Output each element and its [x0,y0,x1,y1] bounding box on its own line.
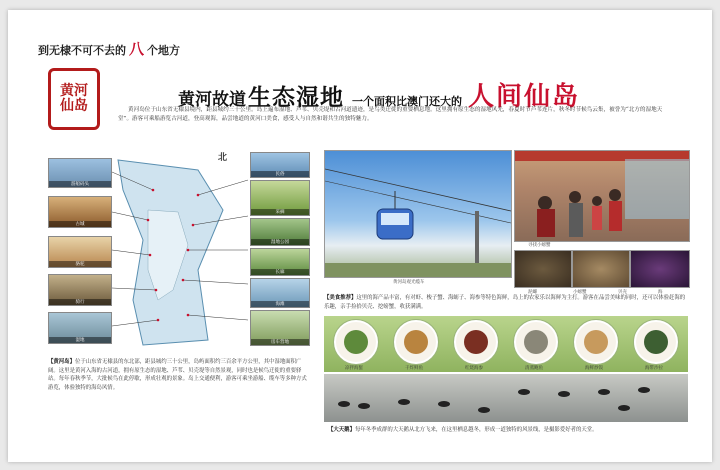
swan-photo [324,374,688,422]
eyebrow-suffix: 个地方 [147,44,181,57]
dish-2 [394,320,438,364]
logo-line-2: 仙岛 [60,98,88,114]
map-thumb-11 [250,310,310,346]
right-photo-2 [572,250,630,288]
dish-4 [514,320,558,364]
swan-description [328,426,684,435]
map-thumb-label: 长廊 [251,269,309,275]
map-thumb-6 [250,152,310,178]
map-thumb-7 [250,180,310,216]
beach-people-caption: 寻找小螃蟹 [528,243,551,248]
food-desc-tag: 【美食推荐】 [324,295,357,301]
swan-desc-tag: 【大天鹅】 [328,427,355,433]
cable-car-photo [324,150,512,278]
eyebrow-prefix: 到无棣不可不去的 [38,44,126,57]
map-thumb-9 [250,248,310,276]
map-thumb-4 [48,274,112,306]
island-map-area [48,150,311,350]
north-mark: 北 [218,153,228,163]
food-desc-text: 这里的海产品丰富，有对虾、梭子蟹、海蛎子、海参等特色海鲜，岛上的农家乐以海鲜为主打。游客在品尝美味的同时，还可以体验赶海的乐趣，亲手捡拾贝壳、挖螃蟹，收获满满。 [324,295,686,310]
dish-label-1: 凉拌海蜇 [345,366,363,371]
map-thumb-label: 湿地 [49,337,111,343]
right-photo-caption-2: 小螃蟹 [573,290,587,295]
headline-part-1: 黄河故道 [178,90,246,110]
swan-svg [324,374,688,422]
map-thumb-label: 湿地公园 [251,239,309,245]
dish-label-2: 干炸鲜鱼 [405,366,423,371]
headline-part-3: 一个面积比澳门还大的 [352,95,462,108]
cable-car-caption: 黄河岛观光缆车 [393,280,425,285]
right-photo-3 [630,250,690,288]
map-thumb-3 [48,236,112,268]
beach-people-photo [514,150,690,242]
map-thumb-label: 民俗 [251,171,309,177]
magazine-page [8,10,712,462]
dish-label-5: 海鲜炒饭 [585,366,603,371]
dish-3 [454,320,498,364]
map-thumb-label: 游船码头 [49,181,111,187]
map-thumb-8 [250,218,310,246]
dish-5 [574,320,618,364]
eyebrow-title [38,38,180,59]
right-photo-1 [514,250,572,288]
dish-food [464,330,488,354]
map-thumb-label: 古城 [49,221,111,227]
right-photo-caption-1: 泥螺 [528,290,537,295]
dish-6 [634,320,678,364]
swan-desc-text: 每年冬季成群的大天鹅从北方飞来，在这里栖息越冬，形成一道独特的风景线，是摄影爱好者的天堂。 [354,427,598,433]
intro-paragraph: 黄河岛位于山东省无棣县境内，距县城约三十公里。岛上遍布湿地、芦苇、贝壳堤和古河道遗迹，是鸟类迁徙的重要栖息地。这里拥有原生态的湿地风光，春夏时节芦苇连片，秋冬时节候鸟云集，被誉为“北方的湿地天堂”。游客可乘船游览古河道，登高观海，品尝地道的黄河口美食，感受人与自然和谐共生的独特魅力。 [118,107,663,122]
seal-logo [48,68,100,130]
logo-line-1: 黄河 [60,83,88,100]
island-desc-tag: 【黄河岛】 [48,359,75,365]
dish-food [404,330,428,354]
dish-label-4: 清蒸鲍鱼 [525,366,543,371]
right-photo-caption-4: 海 [658,290,663,295]
cable-car-svg [325,151,511,277]
headline-part-2: 生态湿地 [248,84,344,111]
map-thumb-label: 骑行 [49,299,111,305]
map-thumb-10 [250,278,310,308]
dish-food [584,330,608,354]
map-thumb-2 [48,196,112,228]
headline-part-4: 人间仙岛 [468,82,581,112]
map-thumb-1 [48,158,112,188]
map-thumb-label: 采摘 [251,209,309,215]
dish-label-6: 海带沙拉 [645,366,663,371]
dish-1 [334,320,378,364]
food-description [324,294,688,311]
map-thumb-label: 骆驼 [49,261,111,267]
dish-food [524,330,548,354]
island-description [48,358,310,392]
right-photo-caption-3: 贝壳 [618,290,627,295]
map-thumb-5 [48,312,112,344]
dish-label-3: 红烧海参 [465,366,483,371]
dish-food [344,330,368,354]
map-thumb-label: 房车营地 [251,339,309,345]
beach-people-svg [515,151,689,241]
map-thumb-label: 海滩 [251,301,309,307]
dish-food [644,330,668,354]
eyebrow-number: 八 [129,40,145,58]
island-desc-text: 位于山东省无棣县的东北部，距县城约三十公里，岛屿面积约三百余平方公里，其中湿地面积广阔。这里是黄河入海的古河道，拥有原生态的湿地、芦苇、贝壳堤等自然景观，同时也是候鸟迁徙的重要驿站。每年春秋季节，大批候鸟在此停歇，形成壮观的景象。岛上交通便利，游客可乘坐游船、缆车等多种方式游览，体验独特的海岛风情。 [48,359,307,391]
